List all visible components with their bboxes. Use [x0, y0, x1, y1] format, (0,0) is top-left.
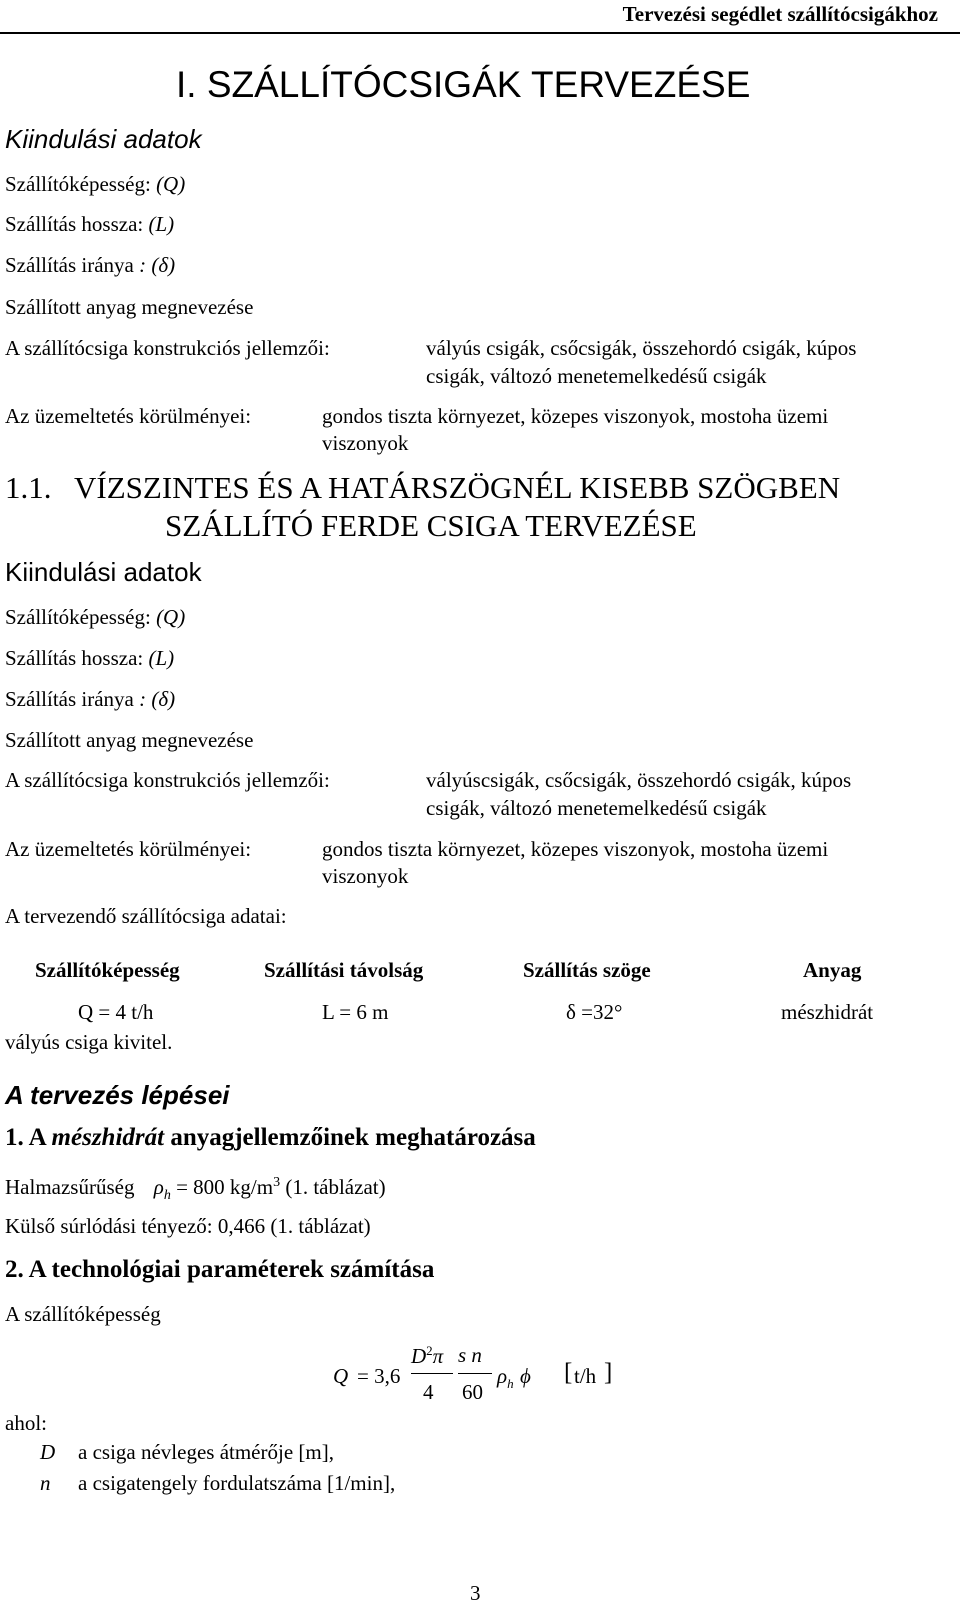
step1-title [5, 1124, 536, 1152]
unit-close-bracket: ] [604, 1359, 613, 1386]
where-text-d: a csiga névleges átmérője [m], [78, 1440, 334, 1464]
design-data-label: A tervezendő szállítócsiga adatai: [5, 904, 287, 928]
density-value: = 800 kg/m [176, 1175, 274, 1199]
section1-construction-label: A szállítócsiga konstrukciós jellemzői: [5, 336, 330, 360]
running-title: Tervezési segédlet szállítócsigákhoz [622, 2, 938, 26]
subsection-number: 1.1. [5, 470, 52, 505]
section2-operation-label: Az üzemeltetés körülményei: [5, 837, 252, 861]
d-symbol: D [411, 1344, 427, 1368]
table-header-capacity: Szállítóképesség [35, 958, 180, 982]
where-symbol-d: D [40, 1440, 56, 1464]
capacity-text: A szállítóképesség [5, 1302, 161, 1326]
section2-operation-line1: gondos tiszta környezet, közepes viszonyok, mostoha üzemi [322, 837, 829, 861]
friction-row: Külső súrlódási tényező: 0,466 (1. táblázat) [5, 1214, 371, 1238]
subsection-title-line1: VÍZSZINTES ÉS A HATÁRSZÖGNÉL KISEBB SZÖGBEN [74, 470, 841, 505]
pi-symbol: π [432, 1344, 444, 1368]
capacity-label: Szállítóképesség: [5, 605, 151, 629]
where-label: ahol: [5, 1411, 47, 1435]
fraction2-denominator: 60 [462, 1380, 483, 1404]
density-exponent: 3 [273, 1175, 281, 1190]
length-label: Szállítás hossza: [5, 646, 144, 670]
density-symbol: ρ [153, 1175, 164, 1199]
fraction1-denominator: 4 [423, 1380, 434, 1404]
section1-operation-line1: gondos tiszta környezet, közepes viszonyok, mostoha üzemi [322, 404, 829, 428]
table-value-distance: L = 6 m [322, 1000, 389, 1024]
table-value-angle: δ =32° [566, 1000, 623, 1024]
header-rule [0, 32, 960, 34]
table-header-angle: Szállítás szöge [523, 958, 651, 982]
density-subscript: h [163, 1188, 171, 1204]
section2-direction-row [5, 687, 175, 712]
table-header-distance: Szállítási távolság [264, 958, 424, 982]
step2-title: 2. A technológiai paraméterek számítása [5, 1256, 435, 1283]
capacity-symbol: (Q) [156, 605, 186, 629]
section1-operation-label: Az üzemeltetés körülményei: [5, 404, 252, 428]
formula-coefficient: = 3,6 [357, 1364, 401, 1388]
step1-prefix: 1. A [5, 1124, 46, 1151]
table-value-capacity: Q = 4 t/h [78, 1000, 154, 1024]
chapter-title: I. SZÁLLÍTÓCSIGÁK TERVEZÉSE [176, 64, 751, 105]
table-header-material: Anyag [803, 958, 862, 982]
direction-symbol: : (δ) [139, 253, 176, 277]
section1-construction-line2: csigák, változó menetemelkedésű csigák [426, 364, 767, 388]
capacity-label: Szállítóképesség: [5, 172, 151, 196]
d-exponent: 2 [426, 1343, 433, 1358]
section2-capacity-row [5, 605, 185, 630]
fraction1-numerator [411, 1343, 443, 1369]
section1-direction-row [5, 253, 175, 278]
formula-lhs: Q [333, 1364, 349, 1388]
section2-construction-line1: vályúscsigák, csőcsigák, összehordó csigák, kúpos [426, 768, 852, 792]
step1-material: mészhidrát [51, 1124, 165, 1151]
direction-label: Szállítás iránya [5, 253, 134, 277]
section2-construction-label: A szállítócsiga konstrukciós jellemzői: [5, 768, 330, 792]
section2-operation-line2: viszonyok [322, 864, 409, 888]
fraction2-numerator: s n [458, 1343, 482, 1367]
page-number: 3 [470, 1581, 481, 1605]
where-symbol-n: n [40, 1471, 51, 1495]
length-label: Szállítás hossza: [5, 212, 144, 236]
capacity-symbol: (Q) [156, 172, 186, 196]
direction-symbol: : (δ) [139, 687, 176, 711]
section1-construction-line1: vályús csigák, csőcsigák, összehordó csigák, kúpos [426, 336, 857, 360]
fraction1-bar [411, 1373, 453, 1374]
unit-open-bracket: [ [564, 1359, 573, 1386]
where-text-n: a csigatengely fordulatszáma [1/min], [78, 1471, 396, 1495]
direction-label: Szállítás iránya [5, 687, 134, 711]
step1-suffix: anyagjellemzőinek meghatározása [170, 1124, 536, 1151]
formula-unit: t/h [574, 1364, 597, 1388]
fraction2-bar [458, 1373, 492, 1374]
section1-capacity-row [5, 172, 185, 197]
section2-heading: Kiindulási adatok [5, 557, 202, 587]
rho-symbol: ρ [497, 1364, 508, 1388]
formula-phi: ϕ [520, 1364, 531, 1388]
table-value-material: mészhidrát [781, 1000, 874, 1024]
density-row [5, 1175, 386, 1204]
length-symbol: (L) [148, 212, 175, 236]
section2-length-row [5, 646, 174, 671]
section1-operation-line2: viszonyok [322, 431, 409, 455]
formula-rho [497, 1364, 514, 1392]
density-reference: (1. táblázat) [285, 1175, 386, 1199]
steps-heading: A tervezés lépései [5, 1080, 230, 1110]
rho-subscript: h [507, 1376, 514, 1392]
section1-length-row [5, 212, 174, 237]
section2-construction-line2: csigák, változó menetemelkedésű csigák [426, 796, 767, 820]
section2-material-label: Szállított anyag megnevezése [5, 728, 254, 752]
subsection-title-line2: SZÁLLÍTÓ FERDE CSIGA TERVEZÉSE [165, 508, 697, 543]
section1-material-label: Szállított anyag megnevezése [5, 295, 254, 319]
density-label: Halmazsűrűség [5, 1175, 135, 1199]
length-symbol: (L) [148, 646, 175, 670]
table-note: vályús csiga kivitel. [5, 1030, 173, 1054]
section1-heading: Kiindulási adatok [5, 124, 202, 154]
